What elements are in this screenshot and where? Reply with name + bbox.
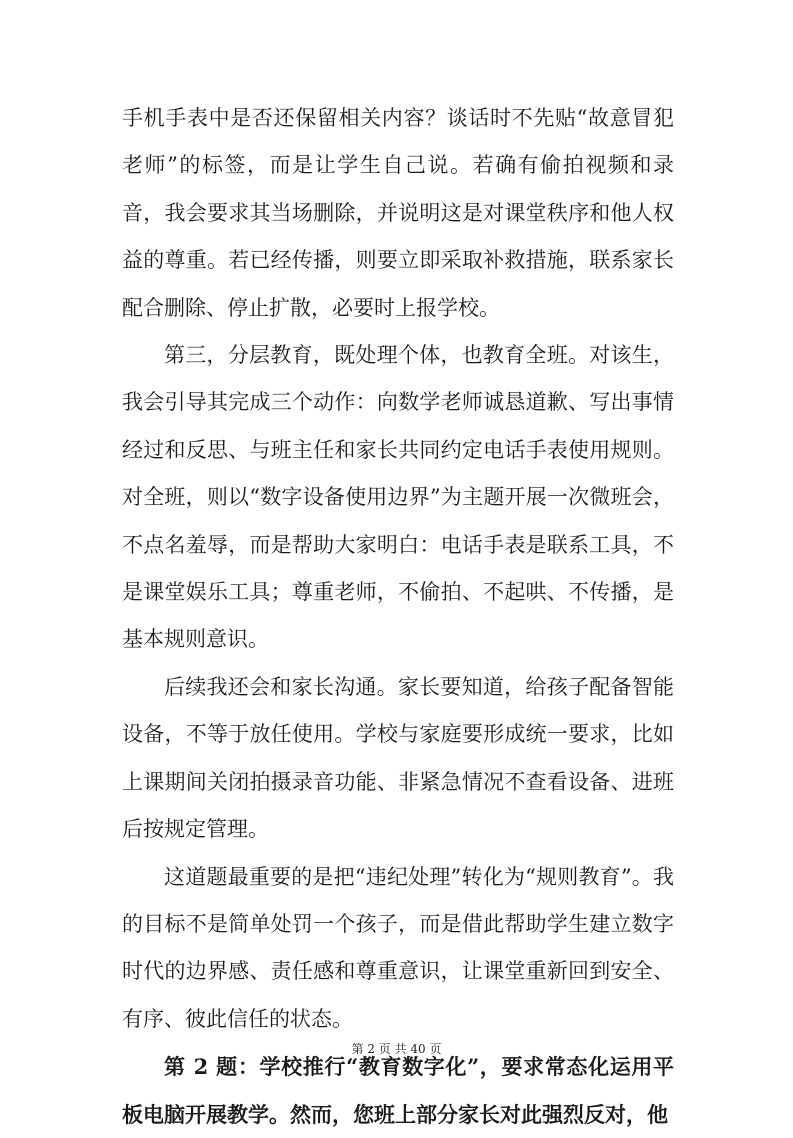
paragraph-layered-education: 第三，分层教育，既处理个体，也教育全班。对该生，我会引导其完成三个动作：向数学老师诚恳道歉、写出事情经过和反思、与班主任和家长共同约定电话手表使用规则。对全班，则以“数字设备使用边界”为主题开展一次微班会，不点名羞辱，而是帮助大家明白：电话手表是联系工具，不是课堂娱乐工具；尊重老师，不偷拍、不起哄、不传播，是基本规则意识。 — [122, 343, 674, 652]
paragraph-continuation: 手机手表中是否还保留相关内容？谈话时不先贴“故意冒犯老师”的标签，而是让学生自己说。若确有偷拍视频和录音，我会要求其当场删除，并说明这是对课堂秩序和他人权益的尊重。若已经传播，则要立即采取补救措施，联系家长配合删除、停止扩散，必要时上报学校。 — [122, 106, 674, 320]
paragraph-parent-communication: 后续我还会和家长沟通。家长要知道，给孩子配备智能设备，不等于放任使用。学校与家庭要形成统一要求，比如上课期间关闭拍摄录音功能、非紧急情况不查看设备、进班后按规定管理。 — [122, 674, 674, 842]
document-body — [122, 95, 674, 1138]
page-footer: 第 2 页 共 40 页 — [351, 1042, 442, 1056]
question-heading: 第 2 题：学校推行“教育数字化”，要求常态化运用平板电脑开展教学。然而，您班上部分家长对此强烈反对，他 — [122, 1054, 674, 1127]
paragraph-summary: 这道题最重要的是把“违纪处理”转化为“规则教育”。我的目标不是简单处罚一个孩子，而是借此帮助学生建立数字时代的边界感、责任感和尊重意识，让课堂重新回到安全、有序、彼此信任的状态。 — [122, 864, 674, 1031]
